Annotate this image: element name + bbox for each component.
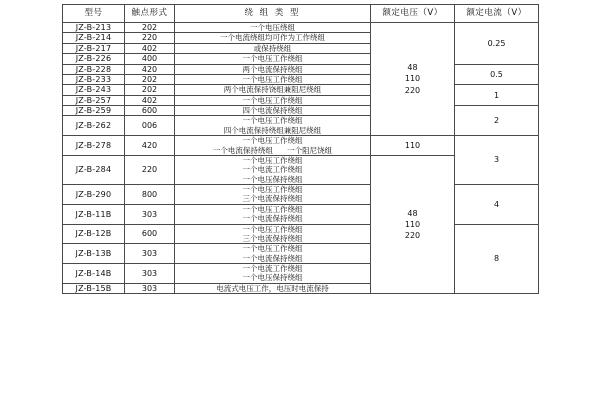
- table-row: [63, 106, 539, 116]
- cell-model: JZ-B-13B: [63, 244, 125, 264]
- cell-model: JZ-B-217: [63, 43, 125, 53]
- table-row: [63, 136, 539, 156]
- winding-line: 一个电流保持绕组: [242, 253, 303, 263]
- cell-winding-type: [175, 106, 371, 116]
- cell-winding-type: [175, 95, 371, 105]
- cell-rated-current: [455, 224, 539, 294]
- cell-winding-type: [175, 43, 371, 53]
- winding-line: 一个电流工作绕组: [242, 165, 303, 175]
- cell-model: JZ-B-12B: [63, 224, 125, 244]
- current-value: 1: [493, 90, 500, 100]
- header-row: [63, 5, 539, 23]
- current-value: 0.5: [490, 69, 503, 79]
- cell-contact-form: 006: [125, 116, 175, 136]
- table-body: [63, 23, 539, 294]
- winding-line: 一个电压工作绕组: [242, 116, 303, 126]
- winding-line: 一个电压工作绕组: [242, 74, 303, 84]
- current-value: 2: [493, 115, 500, 125]
- cell-contact-form: 202: [125, 85, 175, 95]
- cell-contact-form: 303: [125, 204, 175, 224]
- cell-rated-current: [455, 23, 539, 65]
- cell-contact-form: 202: [125, 74, 175, 84]
- cell-contact-form: 400: [125, 54, 175, 64]
- winding-line: 一个电压工作绕组: [242, 185, 303, 194]
- cell-model: JZ-B-257: [63, 95, 125, 105]
- header-winding-type: 绕 组 类 型: [175, 5, 371, 23]
- cell-winding-type: [175, 224, 371, 244]
- winding-line: 一个电压保持绕组: [242, 273, 303, 283]
- winding-line: 一个电压工作绕组: [242, 204, 303, 214]
- winding-line: 一个电压工作绕组: [242, 136, 303, 146]
- voltage-value: 110: [404, 140, 421, 150]
- cell-winding-type: [175, 155, 371, 184]
- winding-line: 四个电流保持绕组: [242, 106, 303, 115]
- winding-line: 一个电压保持绕组: [242, 174, 303, 184]
- table-row: [63, 85, 539, 95]
- voltage-value: 110: [404, 219, 421, 229]
- cell-rated-voltage: [371, 155, 455, 293]
- header-contact-form: 触点形式: [125, 5, 175, 23]
- table-header: [63, 5, 539, 23]
- cell-contact-form: 303: [125, 264, 175, 284]
- header-model: 型号: [63, 5, 125, 23]
- table-row: [63, 185, 539, 205]
- cell-winding-type: [175, 33, 371, 43]
- cell-rated-current: [455, 85, 539, 106]
- cell-contact-form: 420: [125, 136, 175, 156]
- cell-winding-type: [175, 244, 371, 264]
- cell-winding-type: [175, 283, 371, 293]
- winding-line: 两个电流保持饶组兼阻尼绕组: [223, 85, 322, 95]
- winding-line: 一个电压工作绕组: [242, 244, 303, 254]
- table-row: [63, 23, 539, 33]
- table-row: [63, 224, 539, 244]
- cell-model: JZ-B-243: [63, 85, 125, 95]
- cell-contact-form: 202: [125, 23, 175, 33]
- cell-contact-form: 220: [125, 155, 175, 184]
- cell-model: JZ-B-214: [63, 33, 125, 43]
- cell-contact-form: 220: [125, 33, 175, 43]
- winding-line: 一个电流保持绕组: [242, 214, 303, 224]
- cell-model: JZ-B-259: [63, 106, 125, 116]
- current-value: 8: [493, 254, 500, 264]
- cell-model: JZ-B-14B: [63, 264, 125, 284]
- current-value: 4: [493, 199, 500, 209]
- voltage-value: 48: [407, 63, 418, 73]
- winding-line: 一个电流绕组均可作为工作绕组: [220, 33, 325, 43]
- winding-line: 两个电流保持绕组: [242, 64, 303, 74]
- winding-line: 一个电压工作绕组: [242, 95, 303, 105]
- cell-contact-form: 303: [125, 244, 175, 264]
- cell-winding-type: [175, 264, 371, 284]
- cell-model: JZ-B-213: [63, 23, 125, 33]
- cell-winding-type: [175, 116, 371, 136]
- winding-line: 四个电流保持绕组兼阻尼绕组: [223, 125, 322, 135]
- voltage-value: 220: [404, 231, 421, 241]
- cell-model: JZ-B-262: [63, 116, 125, 136]
- cell-contact-form: 800: [125, 185, 175, 205]
- winding-line: 三个电流保持绕组: [242, 233, 303, 243]
- cell-winding-type: [175, 136, 371, 156]
- winding-line: 电流式电压工作，电压时电流保持: [216, 283, 329, 293]
- cell-contact-form: 600: [125, 106, 175, 116]
- winding-line: 三个电流保持绕组: [242, 194, 303, 204]
- cell-winding-type: [175, 23, 371, 33]
- cell-model: JZ-B-290: [63, 185, 125, 205]
- cell-winding-type: [175, 204, 371, 224]
- cell-winding-type: [175, 185, 371, 205]
- cell-model: JZ-B-233: [63, 74, 125, 84]
- cell-model: JZ-B-226: [63, 54, 125, 64]
- cell-contact-form: 420: [125, 64, 175, 74]
- winding-line: 或保持绕组: [253, 43, 292, 53]
- cell-rated-current: [455, 64, 539, 85]
- cell-contact-form: 402: [125, 95, 175, 105]
- cell-contact-form: 600: [125, 224, 175, 244]
- winding-line: 一个电压工作绕组: [242, 155, 303, 165]
- cell-model: JZ-B-284: [63, 155, 125, 184]
- cell-model: JZ-B-278: [63, 136, 125, 156]
- voltage-value: 220: [404, 85, 421, 95]
- cell-model: JZ-B-228: [63, 64, 125, 74]
- winding-line: 一个电流工作绕组: [242, 264, 303, 273]
- cell-rated-voltage: [371, 136, 455, 156]
- winding-line: 一个电流保持绕组 一个阻尼饶组: [212, 145, 333, 155]
- cell-model: JZ-B-15B: [63, 283, 125, 293]
- table-row: [63, 64, 539, 74]
- cell-contact-form: 303: [125, 283, 175, 293]
- cell-rated-current: [455, 136, 539, 185]
- cell-contact-form: 402: [125, 43, 175, 53]
- voltage-value: 48: [407, 208, 418, 218]
- cell-winding-type: [175, 74, 371, 84]
- winding-line: 一个电压工作绕组: [242, 224, 303, 234]
- current-value: 3: [493, 155, 500, 165]
- header-rated-current: 额定电流（V）: [455, 5, 539, 23]
- cell-rated-voltage: [371, 23, 455, 136]
- cell-winding-type: [175, 64, 371, 74]
- current-value: 0.25: [487, 38, 506, 48]
- cell-winding-type: [175, 85, 371, 95]
- voltage-value: 110: [404, 74, 421, 84]
- cell-winding-type: [175, 54, 371, 64]
- winding-line: 一个电压绕组: [250, 23, 295, 32]
- cell-rated-current: [455, 185, 539, 225]
- specification-table: [62, 4, 539, 294]
- cell-rated-current: [455, 106, 539, 136]
- cell-model: JZ-B-11B: [63, 204, 125, 224]
- header-rated-voltage: 额定电压（V）: [371, 5, 455, 23]
- winding-line: 一个电压工作绕组: [242, 54, 303, 64]
